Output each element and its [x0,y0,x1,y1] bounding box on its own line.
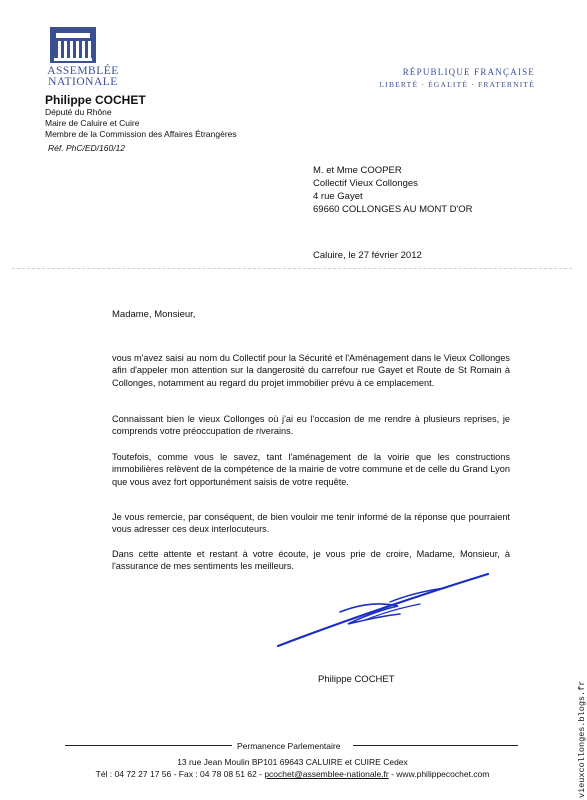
signature-name: Philippe COCHET [318,674,395,685]
footer-address: 13 rue Jean Moulin BP101 69643 CALUIRE et CUIRE Cedex [177,757,408,767]
logo-text-line1: ASSEMBLÉE [47,65,119,77]
recipient-line: M. et Mme COOPER [313,165,402,176]
handwritten-signature [270,568,495,658]
republic-motto: LIBERTÉ · ÉGALITÉ · FRATERNITÉ [379,80,535,89]
footer-email-link[interactable]: pcochet@assemblee-nationale.fr [264,769,389,779]
footer-contact [0,769,585,779]
fold-line [12,268,572,269]
reference: Réf. PhC/ED/160/12 [48,143,126,153]
recipient-line: Collectif Vieux Collonges [313,178,418,189]
footer-rule-right [353,745,518,746]
recipient-line: 4 rue Gayet [313,191,363,202]
paragraph: vous m'avez saisi au nom du Collectif pour la Sécurité et l'Aménagement dans le Vieux Collonges afin d'appeler mon attention sur la dangerosité du carrefour rue Gayet et Route de St Romain à Collonges, notamment au regard du projet immobilier prévu à ce emplacement. [112,353,510,388]
footer-phone-fax: Tél : 04 72 27 17 56 - Fax : 04 78 08 51 62 - [95,769,265,779]
republic-title: RÉPUBLIQUE FRANÇAISE [402,67,535,77]
paragraph: Toutefois, comme vous le savez, tant l'aménagement de la voirie que les constructions immobilières relèvent de la compétence de la mairie de votre commune et de celle du Grand Lyon que vous avez fort opportunément saisis de votre requête. [112,452,510,487]
logo-text-line2: NATIONALE [48,76,118,88]
sender-line: Membre de la Commission des Affaires Étrangères [45,129,237,139]
sender-line: Maire de Caluire et Cuire [45,118,140,128]
paragraph: Dans cette attente et restant à votre écoute, je vous prie de croire, Madame, Monsieur, à l'assurance de mes sentiments les meilleurs. [112,549,510,572]
footer-title: Permanence Parlementaire [234,741,343,751]
paragraph: Je vous remercie, par conséquent, de bien vouloir me tenir informé de la réponse que pourraient vous adresser ces deux interlocuteurs. [112,512,510,535]
date-line: Caluire, le 27 février 2012 [313,250,422,261]
sender-line: Député du Rhône [45,107,112,117]
blog-watermark: vieuxcollonges.blogs.fr [577,680,587,798]
footer-website: - www.philippecochet.com [388,769,490,779]
footer-rule-left [65,745,232,746]
paragraph: Connaissant bien le vieux Collonges où j'ai eu l'occasion de me rendre à plusieurs reprises, je comprends votre préoccupation de riverains. [112,414,510,437]
assemblee-nationale-logo [50,27,96,63]
sender-name: Philippe COCHET [45,93,146,107]
salutation: Madame, Monsieur, [112,309,196,320]
recipient-line: 69660 COLLONGES AU MONT D'OR [313,204,473,215]
